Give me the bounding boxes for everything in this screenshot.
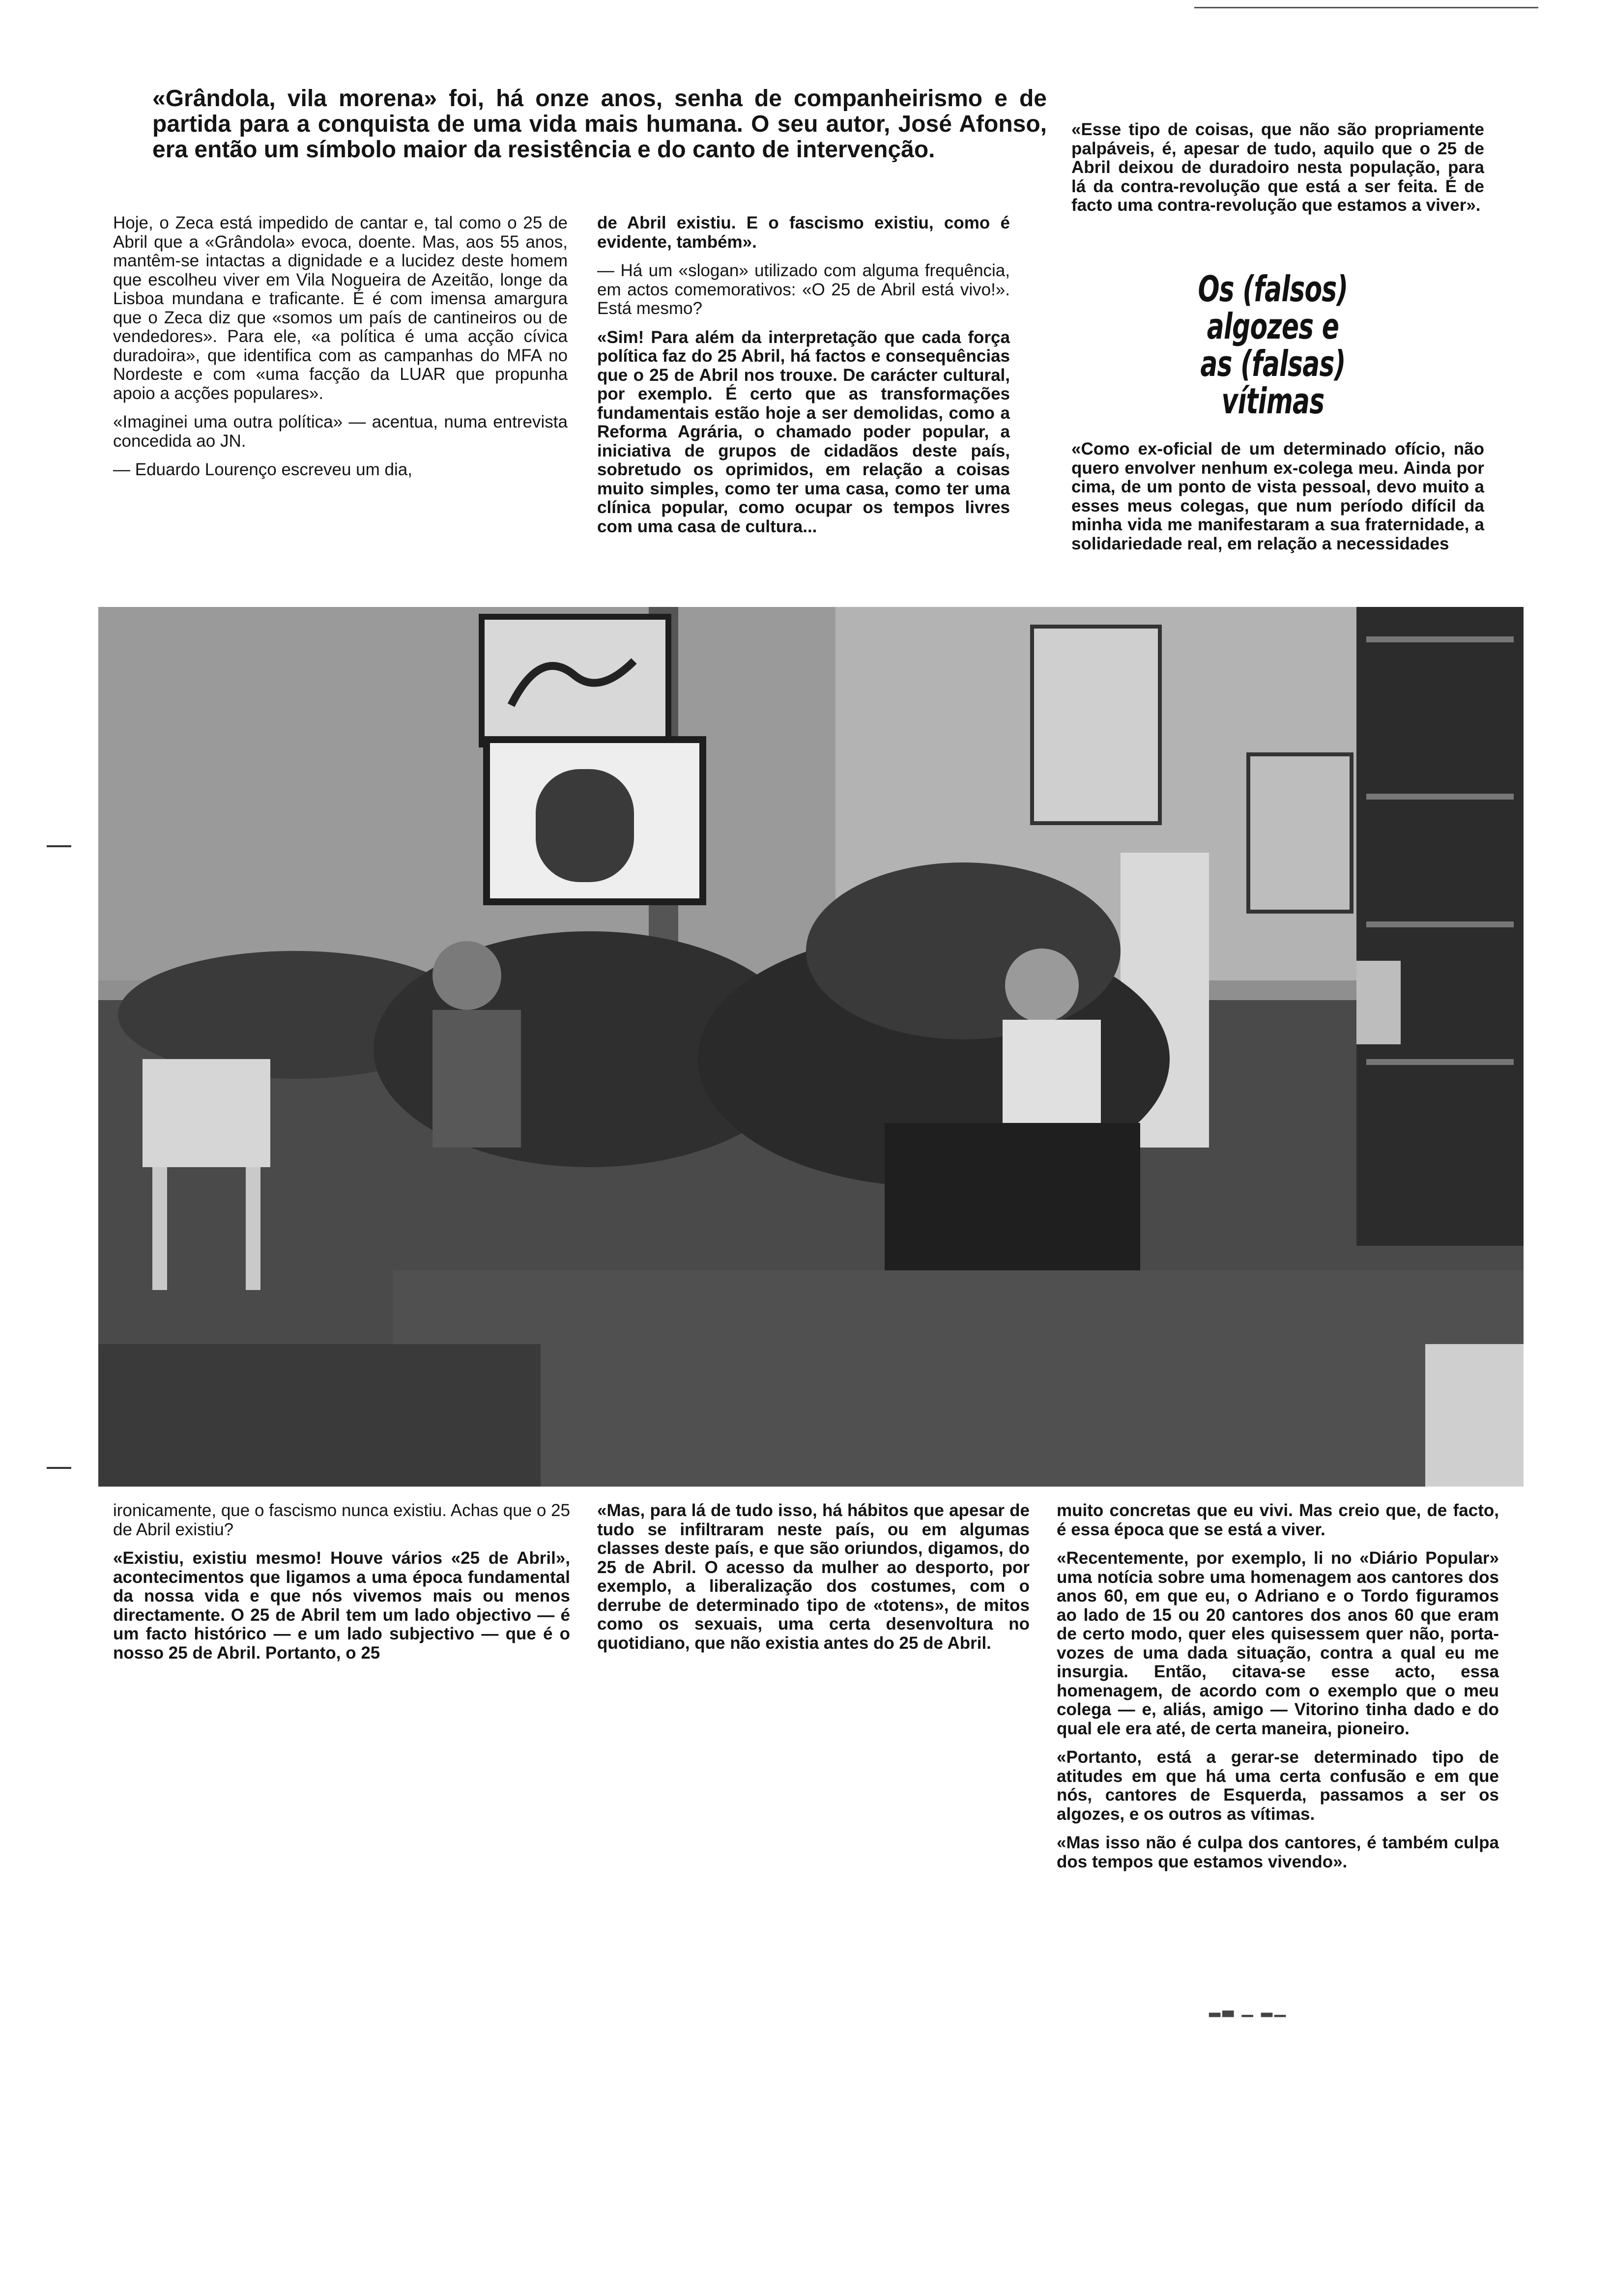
column-3-bottom — [1057, 1501, 1499, 1881]
column-1-bottom — [113, 1501, 570, 1672]
paragraph: «Recentemente, por exemplo, li no «Diário Popular» uma notícia sobre uma homenagem aos cantores dos anos 60, em que eu, o Adriano e o Tordo figuramos ao lado de 15 ou 20 cantores dos anos 60 que eram de certo modo, quer eles quisessem quer não, porta-vozes de uma dada situação, contra a qual eu me insurgia. Então, citava-se esse acto, essa homenagem, de acordo com o exemplo que o meu colega — e, aliás, amigo — Vitorino tinha dado e do qual ele era até, de certa maneira, pioneiro. — [1057, 1549, 1499, 1738]
column-3-top — [1071, 120, 1484, 225]
ink-smudge: ▂▃ ▁ ▂▁ — [1209, 2001, 1288, 2017]
paragraph: «Existiu, existiu mesmo! Houve vários «25 de Abril», acontecimentos que ligamos a uma época fundamental da nossa vida e que nós vivemos mais ou menos directamente. O 25 de Abril tem um lado objectivo — é um facto histórico — e um lado subjectivo — que é o nosso 25 de Abril. Portanto, o 25 — [113, 1549, 570, 1663]
page-edge-line — [1194, 7, 1538, 8]
photo-illustration — [98, 607, 1524, 1487]
column-1-top — [113, 214, 568, 489]
section-subhead: Os (falsos) algozes e as (falsas) vítimas — [1198, 268, 1348, 422]
interview-photo — [98, 607, 1524, 1487]
paragraph: «Imaginei uma outra política» — acentua, numa entrevista concedida ao JN. — [113, 412, 568, 451]
paragraph: muito concretas que eu vivi. Mas creio que, de facto, é essa época que se está a viver. — [1057, 1501, 1499, 1539]
paragraph: de Abril existiu. E o fascismo existiu, como é evidente, também». — [597, 213, 1010, 252]
article-lead: «Grândola, vila morena» foi, há onze anos, senha de companheirismo e de partida para a conquista de uma vida mais humana. O seu autor, José Afonso, era então um símbolo maior da resistência e do canto de intervenção. — [152, 86, 1047, 163]
paragraph: «Como ex-oficial de um determinado ofício, não quero envolver nenhum ex-colega meu. Ainda por cima, de um ponto de vista pessoal, devo muito a esses meus colegas, que num período difícil da minha vida me manifestaram a sua fraternidade, a solidariedade real, em relação a necessidades — [1071, 439, 1484, 553]
scan-margin-mark — [47, 845, 71, 847]
column-2-bottom — [597, 1501, 1030, 1663]
paragraph: — Há um «slogan» utilizado com alguma frequência, em actos comemorativos: «O 25 de Abril está vivo!». Está mesmo? — [597, 261, 1010, 318]
column-3-middle — [1071, 440, 1484, 563]
paragraph: «Esse tipo de coisas, que não são propriamente palpáveis, é, apesar de tudo, aquilo que o 25 de Abril deixou de duradoiro nesta população, para lá da contra-revolução que está a ser feita. É de facto uma contra-revolução que estamos a viver». — [1071, 120, 1484, 215]
paragraph: ironicamente, que o fascismo nunca existiu. Achas que o 25 de Abril existiu? — [113, 1501, 570, 1539]
paragraph: «Mas isso não é culpa dos cantores, é também culpa dos tempos que estamos vivendo». — [1057, 1833, 1499, 1871]
paragraph: «Portanto, está a gerar-se determinado tipo de atitudes em que há uma certa confusão e em que nós, cantores de Esquerda, passamos a ser os algozes, e os outros as vítimas. — [1057, 1748, 1499, 1824]
paragraph: «Mas, para lá de tudo isso, há hábitos que apesar de tudo se infiltraram neste país, ou em algumas classes deste país, e que são oriundos, digamos, do 25 de Abril. O acesso da mulher ao desporto, por exemplo, a liberalização dos costumes, com o derrube de determinado tipo de «totens», de mitos como os sexuais, uma certa desenvoltura no quotidiano, que não existia antes do 25 de Abril. — [597, 1501, 1030, 1653]
scan-margin-mark — [47, 1467, 71, 1469]
paragraph: Hoje, o Zeca está impedido de cantar e, tal como o 25 de Abril que a «Grândola» evoca, doente. Mas, aos 55 anos, mantêm-se intactas a dignidade e a lucidez deste homem que escolheu viver em Vila Nogueira de Azeitão, longe da Lisboa mundana e traficante. É é com imensa amargura que o Zeca diz que «somos um país de cantineiros ou de vendedores». Para ele, «a política é uma acção cívica duradoira», que identifica com as campanhas do MFA no Nordeste e com «uma facção da LUAR que propunha apoio a acções populares». — [113, 213, 568, 403]
paragraph: «Sim! Para além da interpretação que cada força política faz do 25 Abril, há factos e consequências que o 25 de Abril nos trouxe. De carácter cultural, por exemplo. É certo que as transformações fundamentais estão hoje a ser demolidas, como a Reforma Agrária, o chamado poder popular, a iniciativa de grupos de cidadãos deste país, sobretudo os oprimidos, em relação a coisas muito simples, como ter uma casa, como ter uma clínica popular, como ocupar os tempos livres com uma casa de cultura... — [597, 327, 1010, 536]
paragraph: — Eduardo Lourenço escreveu um dia, — [113, 460, 412, 479]
column-2-top — [597, 214, 1010, 546]
